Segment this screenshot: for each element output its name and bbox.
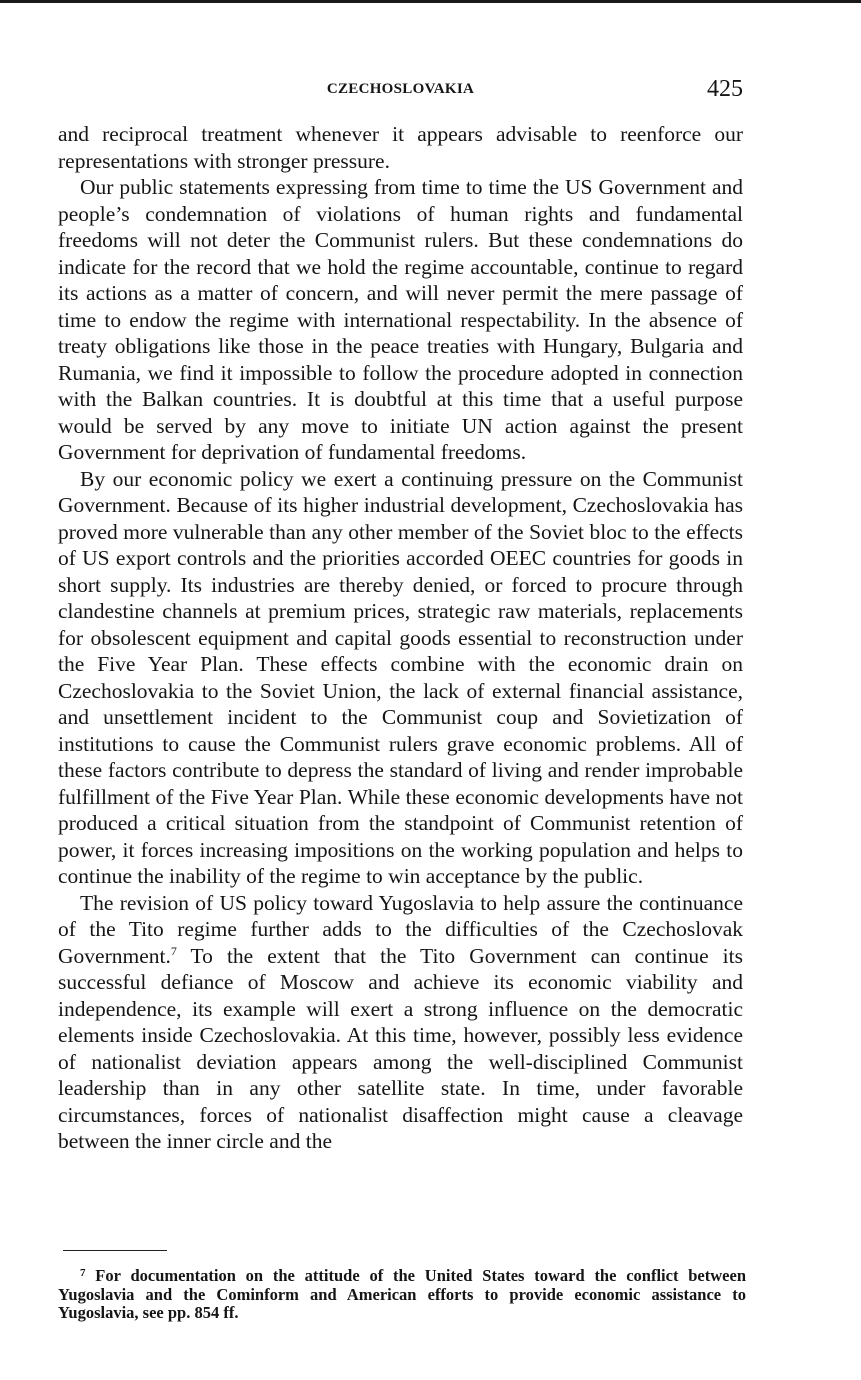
footnote-separator xyxy=(63,1250,167,1251)
footnote-reference[interactable]: 7 xyxy=(170,943,177,958)
paragraph-text-before-ref: The revision of US policy toward Yugoslavia to help assure the continuance of the Tito regime further adds to the difficulties of the Czechoslovak Government. xyxy=(58,890,743,968)
running-head-title: CZECHOSLOVAKIA xyxy=(326,81,475,97)
paragraph-economic-policy: By our economic policy we exert a continuing pressure on the Communist Government. Because of its higher industrial development, Czechoslovakia has proved more vulnerable than any other member of the Soviet bloc to the effects of US export controls and the priorities accorded OEEC countries for goods in short supply. Its industries are thereby denied, or forced to procure through clandestine channels at premium prices, strategic raw materials, replacements for obsolescent equipment and capital goods essential to reconstruction under the Five Year Plan. These effects combine with the economic drain on Czechoslovakia to the Soviet Union, the lack of external financial assistance, and unsettlement incident to the Communist coup and Sovietization of institutions to cause the Communist rulers grave economic problems. All of these factors contribute to depress the standard of living and render improbable fulfillment of the Five Year Plan. While these economic developments have not produced a critical situation from the standpoint of Communist retention of power, it forces increasing impositions on the working population and helps to continue the inability of the regime to win acceptance by the public. xyxy=(58,466,743,888)
paragraph-continued: and reciprocal treatment whenever it appears advisable to reenforce our representations with stronger pressure. xyxy=(58,122,743,173)
paragraph-public-statements: Our public statements expressing from time to time the US Government and people’s condemnation of violations of human rights and fundamental freedoms will not deter the Communist rulers. But these condemnations do indicate for the record that we hold the regime accountable, continue to regard its actions as a matter of concern, and will never permit the mere passage of time to endow the regime with international respectability. In the absence of treaty obligations like those in the peace treaties with Hungary, Bulgaria and Rumania, we find it impossible to follow the procedure adopted in connection with the Balkan countries. It is doubtful at this time that a useful purpose would be served by any move to initiate UN action against the present Government for deprivation of fundamental freedoms. xyxy=(58,175,743,464)
top-edge-rule xyxy=(0,0,861,3)
body-text xyxy=(58,121,743,1155)
paragraph-yugoslavia-policy xyxy=(58,890,743,1155)
running-head xyxy=(58,76,743,103)
footnote-text: For documentation on the attitude of the United States toward the conflict between Yugoslavia and the Cominform and American efforts to provide economic assistance to Yugoslavia, see pp. 854 ff. xyxy=(58,1266,746,1322)
footnote xyxy=(58,1264,746,1323)
paragraph-text-after-ref: To the extent that the Tito Government can continue its successful defiance of Moscow and achieve its economic viability and independence, its example will exert a strong influence on the democratic elements inside Czechoslovakia. At this time, however, possibly less evidence of nationalist deviation appears among the well-disciplined Communist leadership than in any other satellite state. In time, under favorable circumstances, forces of nationalist disaffection might cause a cleavage between the inner circle and the xyxy=(58,943,743,1153)
page-number: 425 xyxy=(707,76,743,102)
footnote-marker: 7 xyxy=(80,1267,86,1279)
